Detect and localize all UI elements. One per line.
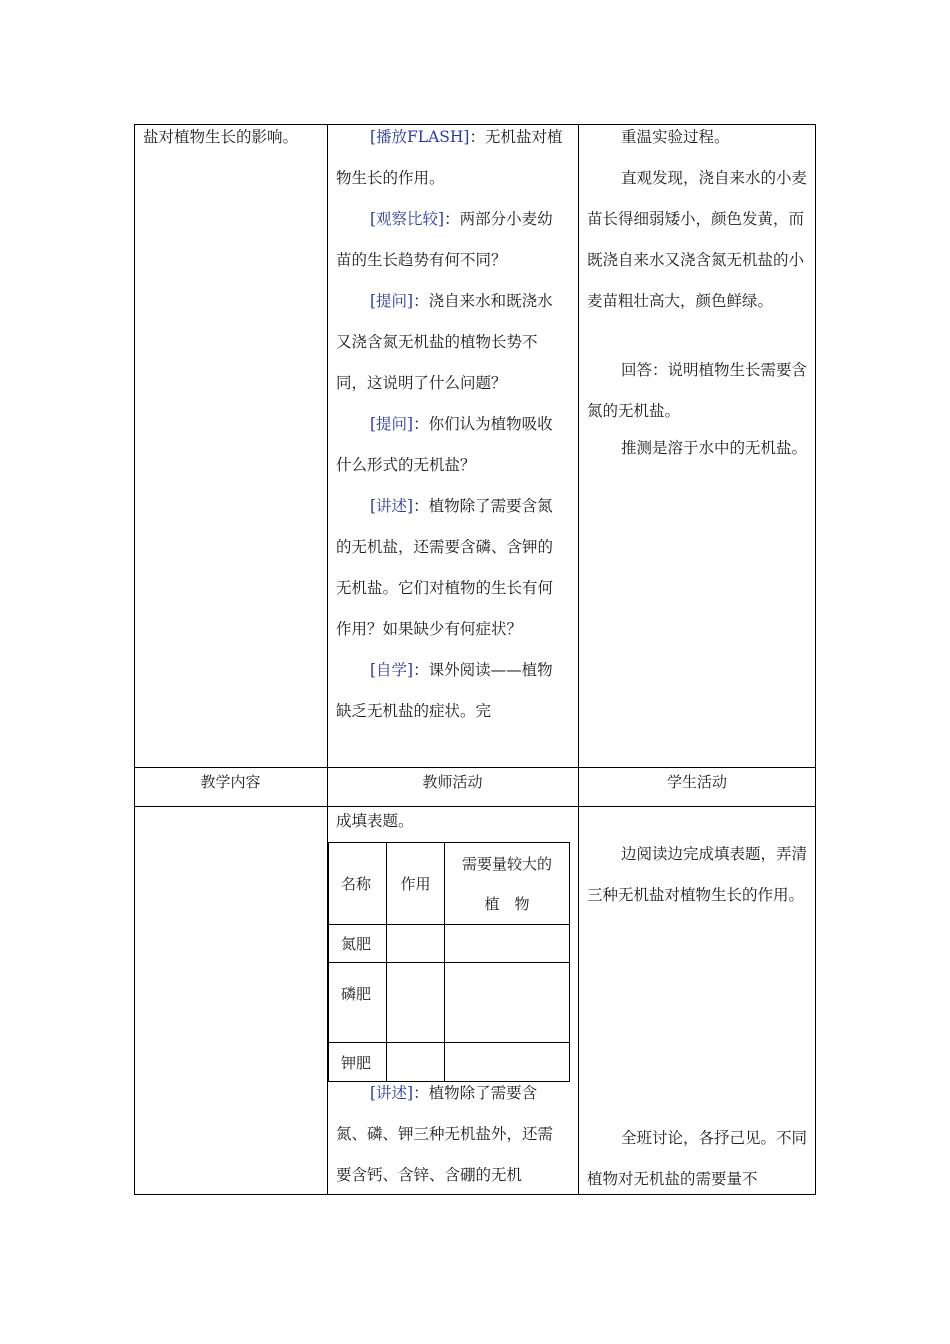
header-student: 学生活动 — [666, 773, 727, 791]
table-row — [329, 963, 570, 1043]
content-text: 盐对植物生长的影响。 — [143, 128, 299, 146]
student-para-4: 推测是溶于水中的无机盐。 — [621, 439, 808, 457]
teacher-para-4: [提问]：你们认为植物吸收什么形式的无机盐？ — [336, 415, 553, 474]
teacher-para-1: [播放FLASH]：无机盐对植物生长的作用。 — [336, 128, 563, 187]
column-divider-2 — [578, 124, 579, 1195]
teacher-para-6: [自学]：课外阅读——植物缺乏无机盐的症状。完 — [336, 661, 553, 720]
col-use-header: 作用 — [387, 843, 445, 925]
col-plant-header: 需要量较大的 植 物 — [445, 843, 570, 925]
row-nitrogen-plant — [445, 925, 570, 963]
row-phosphorus-use — [387, 963, 445, 1043]
teacher-para-5: [讲述]：植物除了需要含氮的无机盐，还需要含磷、含钾的无机盐。它们对植物的生长有何作用？如果缺少有何症状？ — [336, 497, 554, 638]
student-activity-bottom-2: 全班讨论，各抒己见。不同植物对无机盐的需要量不 — [587, 1129, 808, 1188]
header-content: 教学内容 — [200, 773, 261, 791]
content-cell-top — [143, 117, 323, 158]
fertilizer-table-head — [329, 843, 570, 925]
student-para-2: 直观发现，浇自来水的小麦苗长得细弱矮小，颜色发黄，而既浇自来水又浇含氮无机盐的小麦苗粗壮高大，颜色鲜绿。 — [587, 169, 808, 310]
student-para-1: 重温实验过程。 — [621, 128, 730, 146]
student-activity-bottom-1: 边阅读边完成填表题，弄清三种无机盐对植物生长的作用。 — [587, 845, 808, 904]
row-nitrogen-use — [387, 925, 445, 963]
teacher-activity-top — [336, 117, 566, 732]
row-potassium: 钾肥 — [329, 1043, 387, 1082]
student-activity-top — [587, 117, 807, 469]
teacher-continue-text: 成填表题。 — [336, 812, 414, 830]
teacher-para-2: [观察比较]：两部分小麦幼苗的生长趋势有何不同？ — [336, 210, 553, 269]
table-row — [329, 925, 570, 963]
teacher-para-3: [提问]：浇自来水和既浇水又浇含氮无机盐的植物长势不同，这说明了什么问题？ — [336, 292, 553, 392]
student-para-3: 回答：说明植物生长需要含氮的无机盐。 — [587, 361, 808, 420]
row-phosphorus: 磷肥 — [329, 963, 387, 1043]
row-nitrogen: 氮肥 — [329, 925, 387, 963]
row-phosphorus-plant — [445, 963, 570, 1043]
header-teacher: 教师活动 — [422, 773, 483, 791]
col-name-header: 名称 — [329, 843, 387, 925]
teacher-lecture-bottom: [讲述]：植物除了需要含氮、磷、钾三种无机盐外，还需要含钙、含锌、含硼的无机 — [336, 1084, 554, 1184]
fertilizer-table — [328, 842, 570, 1082]
